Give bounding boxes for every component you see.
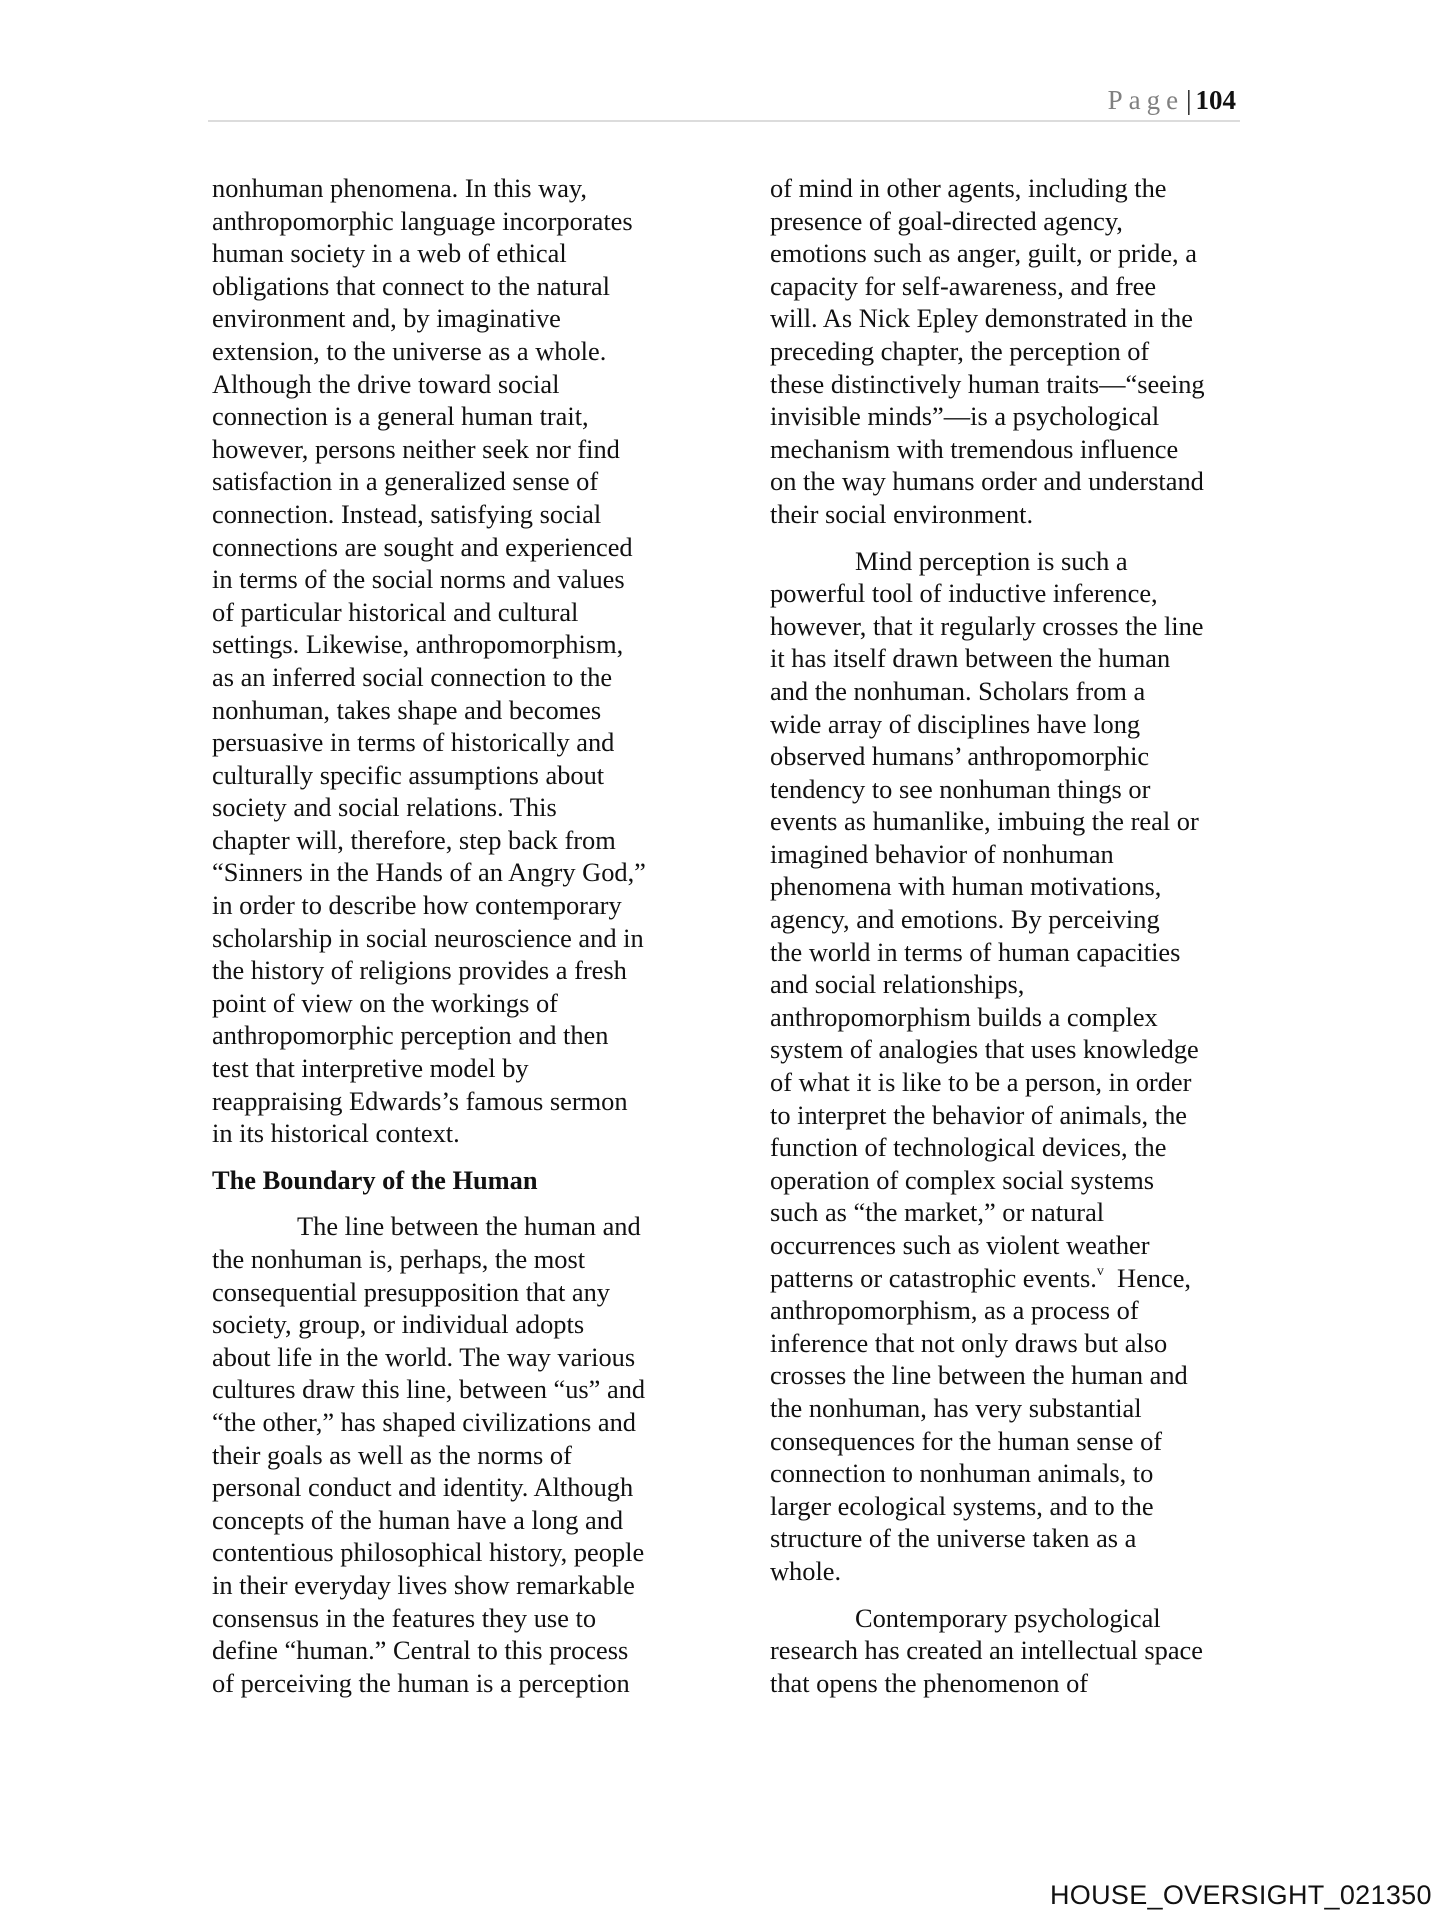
text-line: in order to describe how contemporary — [212, 890, 622, 921]
header-separator: | — [1186, 85, 1192, 115]
text-line: and the nonhuman. Scholars from a — [770, 675, 1146, 706]
footnote-reference[interactable]: v — [1096, 1263, 1104, 1279]
text-line: obligations that connect to the natural — [212, 270, 610, 301]
text-line: point of view on the workings of — [212, 987, 558, 1018]
text-line: operation of complex social systems — [770, 1164, 1155, 1195]
text-line: in their everyday lives show remarkable — [212, 1569, 635, 1600]
text-line: “Sinners in the Hands of an Angry God,” — [212, 857, 646, 888]
text-line: such as “the market,” or natural — [770, 1197, 1105, 1228]
text-line: in its historical context. — [212, 1118, 460, 1149]
text-line: define “human.” Central to this process — [212, 1635, 629, 1666]
text-line: concepts of the human have a long and — [212, 1504, 624, 1535]
text-line: human society in a web of ethical — [212, 238, 567, 269]
text-line: crosses the line between the human and — [770, 1360, 1188, 1391]
text-line: connections are sought and experienced — [212, 531, 633, 562]
text-line: their social environment. — [770, 498, 1034, 529]
text-line: nonhuman phenomena. In this way, — [212, 173, 588, 203]
text-line: to interpret the behavior of animals, the — [770, 1099, 1187, 1130]
text-line: personal conduct and identity. Although — [212, 1472, 634, 1503]
paragraph-contemporary-research — [770, 1602, 1250, 1700]
text-line: however, that it regularly crosses the line — [770, 610, 1204, 641]
text-line: persuasive in terms of historically and — [212, 727, 615, 758]
text-line: their goals as well as the norms of — [212, 1439, 572, 1470]
text-line: consequences for the human sense of — [770, 1425, 1163, 1456]
text-line: the history of religions provides a fresh — [212, 955, 627, 986]
paragraph-intro-continued — [212, 172, 692, 1150]
text-line: that opens the phenomenon of — [770, 1667, 1089, 1698]
text-line: wide array of disciplines have long — [770, 708, 1141, 739]
text-line: society, group, or individual adopts — [212, 1309, 585, 1340]
text-line: scholarship in social neuroscience and in — [212, 922, 644, 953]
text-line: on the way humans order and understand — [770, 466, 1204, 497]
text-line: inference that not only draws but also — [770, 1327, 1168, 1358]
text-line: contentious philosophical history, people — [212, 1537, 645, 1568]
left-column — [212, 172, 692, 1699]
text-line: function of technological devices, the — [770, 1132, 1167, 1163]
text-line: whole. — [770, 1555, 842, 1586]
text-line-with-footnote — [770, 1262, 1250, 1295]
page-number-label — [1108, 84, 1236, 116]
page-number: 104 — [1195, 85, 1236, 115]
text-fragment: Hence, — [1103, 1262, 1192, 1293]
text-line: of particular historical and cultural — [212, 596, 579, 627]
text-line: culturally specific assumptions about — [212, 759, 605, 790]
text-line: as an inferred social connection to the — [212, 661, 613, 692]
text-line: imagined behavior of nonhuman — [770, 838, 1114, 869]
text-line: nonhuman, takes shape and becomes — [212, 694, 602, 725]
text-line: anthropomorphism builds a complex — [770, 1001, 1158, 1032]
text-line: connection to nonhuman animals, to — [770, 1458, 1154, 1489]
paragraph-gap — [770, 531, 1250, 545]
text-line: chapter will, therefore, step back from — [212, 824, 616, 855]
text-line: “the other,” has shaped civilizations and — [212, 1406, 636, 1437]
text-line: invisible minds”—is a psychological — [770, 401, 1160, 432]
text-line: these distinctively human traits—“seeing — [770, 368, 1205, 399]
text-line: of what it is like to be a person, in order — [770, 1067, 1192, 1098]
page-header — [208, 84, 1240, 122]
text-line: the world in terms of human capacities — [770, 936, 1181, 967]
paragraph-boundary-of-human — [212, 1210, 692, 1699]
paragraph-gap — [770, 1588, 1250, 1602]
text-line: connection is a general human trait, — [212, 401, 589, 432]
text-line: will. As Nick Epley demonstrated in the — [770, 303, 1193, 334]
page-word: Page — [1107, 85, 1185, 115]
text-line: consequential presupposition that any — [212, 1276, 610, 1307]
text-line: in terms of the social norms and values — [212, 564, 625, 595]
text-line: events as humanlike, imbuing the real or — [770, 806, 1199, 837]
text-line: of perceiving the human is a perception — [212, 1667, 630, 1698]
text-line: however, persons neither seek nor find — [212, 433, 620, 464]
text-line: reappraising Edwards’s famous sermon — [212, 1085, 628, 1116]
text-line: anthropomorphic perception and then — [212, 1020, 609, 1051]
text-line: extension, to the universe as a whole. — [212, 335, 607, 366]
text-line: connection. Instead, satisfying social — [212, 498, 602, 529]
text-line: anthropomorphism, as a process of — [770, 1295, 1139, 1326]
paragraph-mind-perception — [770, 545, 1250, 1588]
text-line: capacity for self-awareness, and free — [770, 270, 1157, 301]
section-heading: The Boundary of the Human — [212, 1164, 538, 1195]
text-line: test that interpretive model by — [212, 1053, 529, 1084]
text-line: satisfaction in a generalized sense of — [212, 466, 599, 497]
text-line: settings. Likewise, anthropomorphism, — [212, 629, 624, 660]
text-line: society and social relations. This — [212, 792, 557, 823]
text-line: the nonhuman is, perhaps, the most — [212, 1244, 586, 1274]
text-line: phenomena with human motivations, — [770, 871, 1162, 902]
right-column — [770, 172, 1250, 1699]
text-line: larger ecological systems, and to the — [770, 1490, 1154, 1521]
paragraph-mind-in-agents — [770, 172, 1250, 531]
text-line: The line between the human and — [297, 1211, 641, 1242]
text-line: system of analogies that uses knowledge — [770, 1034, 1199, 1065]
text-line: Contemporary psychological — [855, 1602, 1161, 1633]
text-line: observed humans’ anthropomorphic — [770, 741, 1150, 772]
text-line: anthropomorphic language incorporates — [212, 205, 633, 236]
text-line: agency, and emotions. By perceiving — [770, 904, 1160, 935]
text-line: Mind perception is such a — [855, 545, 1128, 576]
text-line: and social relationships, — [770, 969, 1025, 1000]
text-line: tendency to see nonhuman things or — [770, 773, 1151, 804]
text-line: the nonhuman, has very substantial — [770, 1392, 1142, 1423]
text-line: preceding chapter, the perception of — [770, 335, 1150, 366]
text-line: it has itself drawn between the human — [770, 643, 1171, 674]
bates-number: HOUSE_OVERSIGHT_021350 — [1050, 1880, 1432, 1910]
text-line: emotions such as anger, guilt, or pride, a — [770, 238, 1197, 269]
text-line: consensus in the features they use to — [212, 1602, 597, 1633]
text-line: powerful tool of inductive inference, — [770, 578, 1158, 609]
text-fragment: patterns or catastrophic events. — [770, 1262, 1097, 1293]
text-line: of mind in other agents, including the — [770, 173, 1167, 203]
text-line: about life in the world. The way various — [212, 1341, 636, 1372]
text-line: presence of goal-directed agency, — [770, 205, 1123, 236]
text-line: occurrences such as violent weather — [770, 1230, 1150, 1260]
text-line: structure of the universe taken as a — [770, 1523, 1137, 1554]
text-line: Although the drive toward social — [212, 368, 560, 399]
text-line: mechanism with tremendous influence — [770, 433, 1179, 464]
text-line: environment and, by imaginative — [212, 303, 561, 334]
text-line: research has created an intellectual space — [770, 1635, 1203, 1666]
text-line: cultures draw this line, between “us” and — [212, 1374, 646, 1405]
